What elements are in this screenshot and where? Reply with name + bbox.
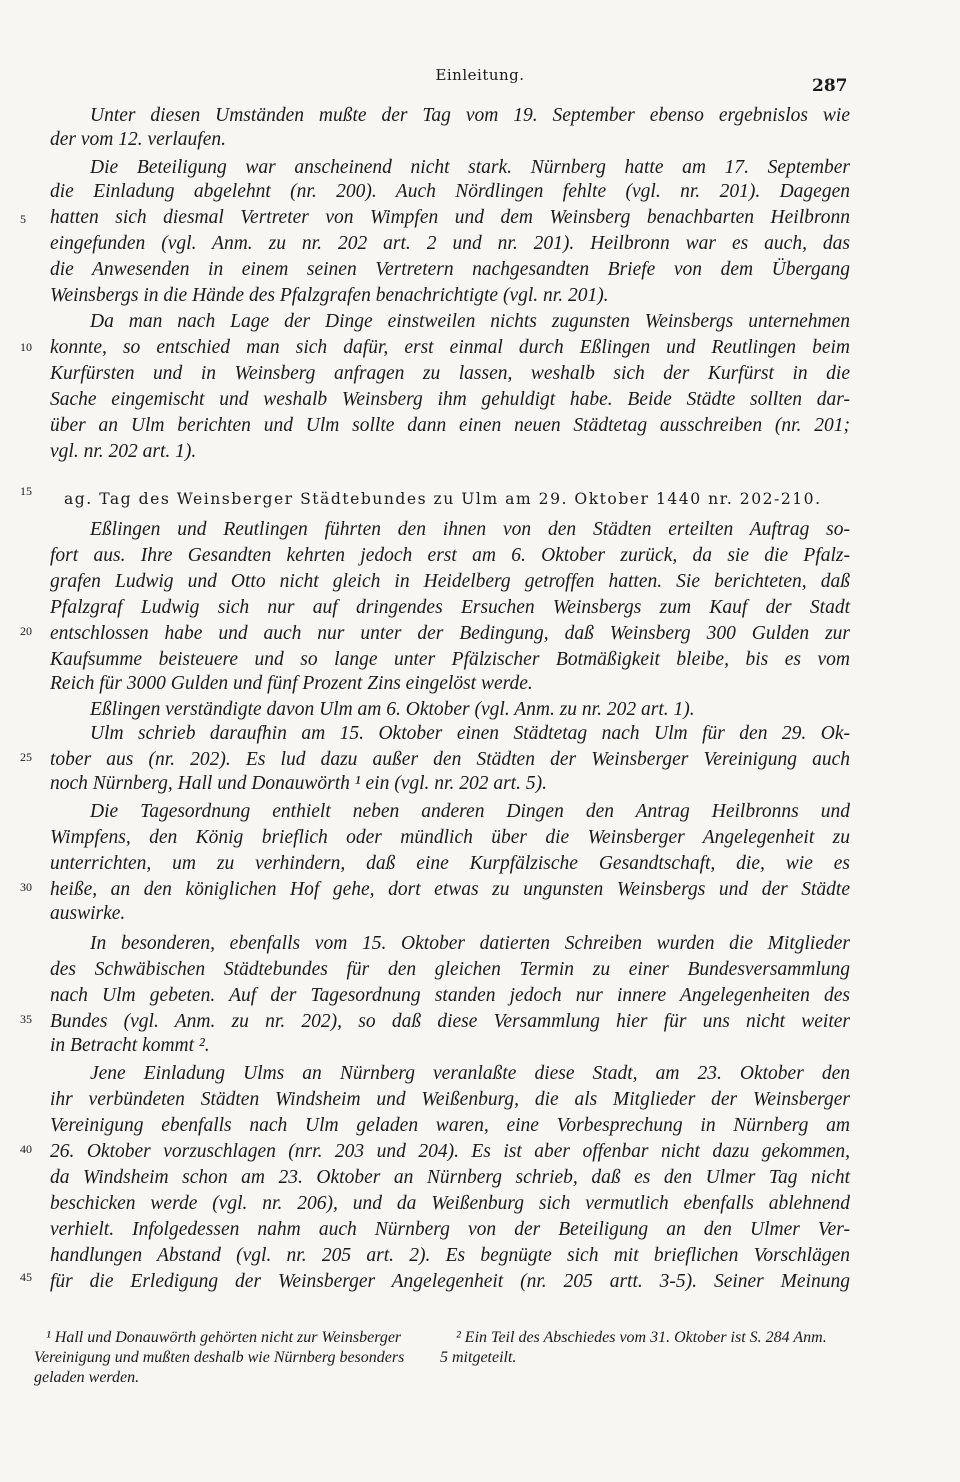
text-line: des Schwäbischen Städtebundes für den gleichen Termin zu einer Bundesversammlung <box>50 959 850 980</box>
text-line: tober aus (nr. 202). Es lud dazu außer den Städten der Weinsberger Vereinigung auch <box>50 749 850 770</box>
footnote-text: Hall und Donauwörth gehörten nicht zur Weinsberger Vereinigung und mußten deshalb wie Nürnberg besonders geladen werden. <box>34 1329 405 1386</box>
text-line: In besonderen, ebenfalls vom 15. Oktober datierten Schreiben wurden die Mitglieder <box>90 933 850 954</box>
section-heading: ag. Tag des Weinsberger Städtebundes zu Ulm am 29. Oktober 1440 nr. 202-210. <box>64 490 822 508</box>
text-line: Die Beteiligung war anscheinend nicht stark. Nürnberg hatte am 17. September <box>90 157 850 178</box>
text-line: Eßlingen und Reutlingen führten den ihnen von den Städten erteilten Auftrag so- <box>90 519 850 540</box>
text-line: unterrichten, um zu verhindern, daß eine Kurpfälzische Gesandtschaft, die, wie es <box>50 853 850 874</box>
footnote-marker: ² <box>456 1329 461 1346</box>
text-line: entschlossen habe und auch nur unter der Bedingung, daß Weinsberg 300 Gulden zur <box>50 623 850 644</box>
running-head: Einleitung. <box>435 66 525 84</box>
text-line: über an Ulm berichten und Ulm sollte dann einen neuen Städtetag ausschreiben (nr. 201; <box>50 415 850 436</box>
text-line: vgl. nr. 202 art. 1). <box>50 441 197 462</box>
text-line: konnte, so entschied man sich dafür, erst einmal durch Eßlingen und Reutlingen beim <box>50 337 850 358</box>
text-line: fort aus. Ihre Gesandten kehrten jedoch erst am 6. Oktober zurück, da sie die Pfalz- <box>50 545 850 566</box>
text-line: Bundes (vgl. Anm. zu nr. 202), so daß diese Versammlung hier für uns nicht weiter <box>50 1011 850 1032</box>
text-line: eingefunden (vgl. Anm. zu nr. 202 art. 2 und nr. 201). Heilbronn war es auch, das <box>50 233 850 254</box>
text-line: Pfalzgraf Ludwig sich nur auf dringendes Ersuchen Weinsbergs zum Kauf der Stadt <box>50 597 850 618</box>
text-line: Kaufsumme beisteuere und so lange unter Pfälzischer Botmäßigkeit bleibe, bis es vom <box>50 649 850 670</box>
text-line: 26. Oktober vorzuschlagen (nrr. 203 und 204). Es ist aber offenbar nicht dazu gekommen, <box>50 1141 850 1162</box>
text-line: verhielt. Infolgedessen nahm auch Nürnberg von der Beteiligung an den Ulmer Ver- <box>50 1219 850 1240</box>
text-line: hatten sich diesmal Vertreter von Wimpfen und dem Weinsberg benachbarten Heilbronn <box>50 207 850 228</box>
line-number: 15 <box>20 484 32 498</box>
line-number: 10 <box>20 340 32 354</box>
text-line: auswirke. <box>50 903 126 924</box>
text-line: Eßlingen verständigte davon Ulm am 6. Oktober (vgl. Anm. zu nr. 202 art. 1). <box>90 699 695 720</box>
text-line: Ulm schrieb daraufhin am 15. Oktober einen Städtetag nach Ulm für den 29. Ok- <box>90 723 850 744</box>
text-line: Die Tagesordnung enthielt neben anderen Dingen den Antrag Heilbronns und <box>90 801 850 822</box>
footnote-marker: ¹ <box>46 1329 51 1346</box>
text-line: handlungen Abstand (vgl. nr. 205 art. 2). Es begnügte sich mit brieflichen Vorschlägen <box>50 1245 850 1266</box>
text-line: Da man nach Lage der Dinge einstweilen nichts zugunsten Weinsbergs unternehmen <box>90 311 850 332</box>
line-number: 40 <box>20 1142 32 1156</box>
line-number: 20 <box>20 624 32 638</box>
text-line: noch Nürnberg, Hall und Donauwörth ¹ ein (vgl. nr. 202 art. 5). <box>50 773 547 794</box>
page-number: 287 <box>812 76 848 96</box>
text-line: grafen Ludwig und Otto nicht gleich in Heidelberg getroffen hatten. Sie berichteten, daß <box>50 571 850 592</box>
text-line: der vom 12. verlaufen. <box>50 129 226 150</box>
text-line: heiße, an den königlichen Hof gehe, dort etwas zu ungunsten Weinsbergs und der Städte <box>50 879 850 900</box>
text-line: die Einladung abgelehnt (nr. 200). Auch Nördlingen fehlte (vgl. nr. 201). Dagegen <box>50 181 850 202</box>
text-line: Unter diesen Umständen mußte der Tag vom 19. September ebenso ergebnislos wie <box>90 105 850 126</box>
text-line: Weinsbergs in die Hände des Pfalzgrafen benachrichtigte (vgl. nr. 201). <box>50 285 609 306</box>
footnote-text: Ein Teil des Abschiedes vom 31. Oktober ist S. 284 Anm. 5 mitgeteilt. <box>440 1329 827 1366</box>
text-line: Jene Einladung Ulms an Nürnberg veranlaßte diese Stadt, am 23. Oktober den <box>90 1063 850 1084</box>
text-line: Sache eingemischt und weshalb Weinsberg ihm gehuldigt habe. Beide Städte sollten dar- <box>50 389 850 410</box>
text-line: da Windsheim schon am 23. Oktober an Nürnberg schrieb, daß es den Ulmer Tag nicht <box>50 1167 850 1188</box>
text-line: die Anwesenden in einem seinen Vertretern nachgesandten Briefe von dem Übergang <box>50 259 850 280</box>
text-line: nach Ulm gebeten. Auf der Tagesordnung standen jedoch nur innere Angelegenheiten des <box>50 985 850 1006</box>
text-line: in Betracht kommt ². <box>50 1035 210 1056</box>
line-number: 30 <box>20 880 32 894</box>
text-line: beschicken werde (vgl. nr. 206), und da Weißenburg sich vermutlich ebenfalls ablehnend <box>50 1193 850 1214</box>
text-line: ihr verbündeten Städten Windsheim und Weißenburg, die als Mitglieder der Weinsberger <box>50 1089 850 1110</box>
text-line: Kurfürsten und in Weinsberg anfragen zu lassen, weshalb sich der Kurfürst in die <box>50 363 850 384</box>
line-number: 45 <box>20 1270 32 1284</box>
line-number: 35 <box>20 1012 32 1026</box>
line-number: 5 <box>20 212 26 226</box>
text-line: für die Erledigung der Weinsberger Angelegenheit (nr. 205 artt. 3-5). Seiner Meinung <box>50 1271 850 1292</box>
line-number: 25 <box>20 750 32 764</box>
footnote-2 <box>440 1328 830 1368</box>
text-line: Wimpfens, den König brieflich oder mündlich über die Weinsberger Angelegenheit zu <box>50 827 850 848</box>
text-line: Reich für 3000 Gulden und fünf Prozent Zins eingelöst werde. <box>50 673 533 694</box>
text-line: Vereinigung ebenfalls nach Ulm geladen waren, eine Vorbesprechung in Nürnberg am <box>50 1115 850 1136</box>
footnote-1 <box>34 1328 424 1388</box>
